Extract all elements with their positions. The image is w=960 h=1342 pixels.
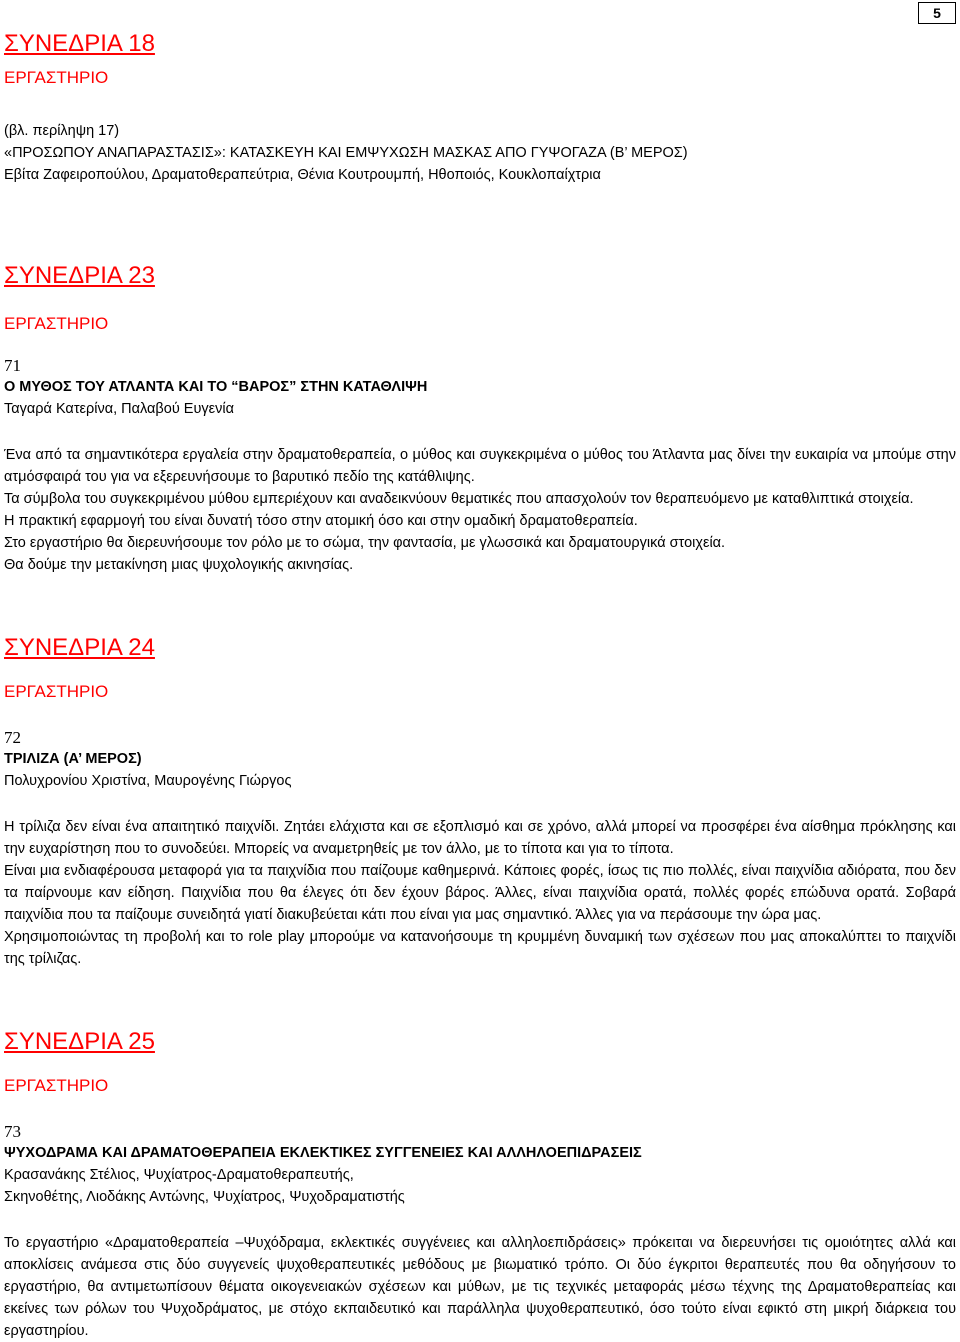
session-23-label: ΕΡΓΑΣΤΗΡΙΟ bbox=[4, 314, 109, 333]
session-24-title: ΣΥΝΕΔΡΙΑ 24 bbox=[4, 634, 155, 661]
session-25-authors-line-1: Κρασανάκης Στέλιος, Ψυχίατρος-Δραματοθεραπευτής, bbox=[4, 1167, 354, 1183]
session-24-label: ΕΡΓΑΣΤΗΡΙΟ bbox=[4, 682, 109, 701]
session-18-title: ΣΥΝΕΔΡΙΑ 18 bbox=[4, 30, 155, 57]
session-24-heading: ΤΡΙΛΙΖΑ (Α’ ΜΕΡΟΣ) bbox=[4, 751, 142, 767]
paragraph: Ένα από τα σημαντικότερα εργαλεία στην δραματοθεραπεία, ο μύθος και συγκεκριμένα ο μύθος του Άτλαντα μας δίνει την ευκαιρία να μπούμε στην ατμόσφαιρά του για να εξερευνήσουμε το βαρυτικό πεδίο της κατάθλιψης. bbox=[4, 447, 956, 485]
session-23-authors: Ταγαρά Κατερίνα, Παλαβού Ευγενία bbox=[4, 401, 234, 417]
session-25-heading: ΨΥΧΟΔΡΑΜΑ ΚΑΙ ΔΡΑΜΑΤΟΘΕΡΑΠΕΙΑ ΕΚΛΕΚΤΙΚΕΣ ΣΥΓΓΕΝΕΙΕΣ ΚΑΙ ΑΛΛΗΛΟΕΠΙΔΡΑΣΕΙΣ bbox=[4, 1145, 642, 1161]
abstract-number: 72 bbox=[4, 728, 21, 747]
abstract-number: 73 bbox=[4, 1122, 21, 1141]
session-18-reference: (βλ. περίληψη 17) bbox=[4, 123, 120, 139]
session-23-body bbox=[4, 444, 956, 576]
abstract-number: 71 bbox=[4, 356, 21, 375]
session-25 bbox=[4, 1028, 956, 1096]
paragraph: Είναι μια ενδιαφέρουσα μεταφορά για τα παιχνίδια που παίζουμε καθημερινά. Κάποιες φορές, ίσως τις πιο πολλές, είναι παιχνίδια αδιόρατα, που δεν τα παίρνουμε καν είδηση. Παιχνίδια που θα έλεγες ότι δεν έχουν βάρος. Άλλες, είναι παιχνίδια ορατά, πολλές φορές επώδυνα ορατά. Σοβαρά παιχνίδια που τα παίζουμε συνειδητά γιατί διακυβεύεται κάτι που είναι για μας σημαντικό. Άλλες για να περάσουμε την ώρα μας. bbox=[4, 863, 956, 923]
paragraph: Τα σύμβολα του συγκεκριμένου μύθου εμπεριέχουν και αναδεικνύουν θεματικές που απασχολούν τον θεραπευόμενο με καταθλιπτικά στοιχεία. bbox=[4, 491, 914, 507]
session-18 bbox=[4, 30, 956, 88]
paragraph: Το εργαστήριο «Δραματοθεραπεία –Ψυχόδραμα, εκλεκτικές συγγένειες και αλληλοεπιδράσεις» πρόκειται να διερευνήσει τις ομοιότητες αλλά και αποκλίσεις ανάμεσα στις δύο συγγενείς ψυχοθεραπευτικές μεθόδους με βιωματικό τρόπο. Οι δύο έγκριτοι θεραπευτές που θα οδηγήσουν το εργαστήριο, θα αντιμετωπίσουν θέματα οικογενειακών σχέσεων και μύθων, με τις τεχνικές μεταφοράς μέσω τέχνης της Δραματοθεραπείας και εκείνες των ρόλων του Ψυχοδράματος, με στόχο εκπαιδευτικό και παράλληλα ψυχοθεραπευτικό, όσο τούτο είναι εφικτό στη μικρή διάρκεια του εργαστηρίου. bbox=[4, 1235, 956, 1339]
session-24 bbox=[4, 634, 956, 702]
session-25-title: ΣΥΝΕΔΡΙΑ 25 bbox=[4, 1028, 155, 1055]
paragraph: Η πρακτική εφαρμογή του είναι δυνατή τόσο στην ατομική όσο και στην ομαδική δραματοθεραπεία. bbox=[4, 513, 638, 529]
session-18-heading: «ΠΡΟΣΩΠΟΥ ΑΝΑΠΑΡΑΣΤΑΣΙΣ»: ΚΑΤΑΣΚΕΥΗ ΚΑΙ ΕΜΨΥΧΩΣΗ ΜΑΣΚΑΣ ΑΠΟ ΓΥΨΟΓΑΖΑ (Β’ ΜΕΡΟΣ) bbox=[4, 145, 688, 161]
session-25-entry bbox=[4, 1122, 956, 1208]
session-18-authors: Εβίτα Ζαφειροπούλου, Δραματοθεραπεύτρια, Θένια Κουτρουμπή, Ηθοποιός, Κουκλοπαίχτρια bbox=[4, 167, 601, 183]
session-24-authors: Πολυχρονίου Χριστίνα, Μαυρογένης Γιώργος bbox=[4, 773, 292, 789]
session-18-entry bbox=[4, 120, 956, 186]
session-25-authors-line-2: Σκηνοθέτης, Λιοδάκης Αντώνης, Ψυχίατρος, Ψυχοδραματιστής bbox=[4, 1189, 405, 1205]
paragraph: Χρησιμοποιώντας τη προβολή και το role play μπορούμε να κατανοήσουμε τη κρυμμένη δυναμική των σχέσεων που μας αποκαλύπτει το παιχνίδι της τρίλιζας. bbox=[4, 929, 956, 967]
paragraph: Θα δούμε την μετακίνηση μιας ψυχολογικής ακινησίας. bbox=[4, 557, 354, 573]
session-25-label: ΕΡΓΑΣΤΗΡΙΟ bbox=[4, 1076, 109, 1095]
paragraph: Στο εργαστήριο θα διερευνήσουμε τον ρόλο με το σώμα, την φαντασία, με γλωσσικά και δραματουργικά στοιχεία. bbox=[4, 535, 726, 551]
session-23-title: ΣΥΝΕΔΡΙΑ 23 bbox=[4, 262, 155, 289]
page-number: 5 bbox=[918, 2, 956, 24]
session-24-body bbox=[4, 816, 956, 970]
session-23-entry bbox=[4, 356, 956, 420]
session-18-label: ΕΡΓΑΣΤΗΡΙΟ bbox=[4, 68, 109, 87]
session-25-body bbox=[4, 1232, 956, 1342]
paragraph: Η τρίλιζα δεν είναι ένα απαιτητικό παιχνίδι. Ζητάει ελάχιστα και σε εξοπλισμό και σε χρόνο, αλλά μπορεί να προσφέρει ένα αίσθημα πρόκλησης και την ευχαρίστηση που το συνοδεύει. Μπορείς να αναμετρηθείς με τον άλλο, με το τίποτα και για το τίποτα. bbox=[4, 819, 956, 857]
session-23 bbox=[4, 262, 956, 334]
session-24-entry bbox=[4, 728, 956, 792]
session-23-heading: Ο ΜΥΘΟΣ ΤΟΥ ΑΤΛΑΝΤΑ ΚΑΙ ΤΟ “ΒΑΡΟΣ” ΣΤΗΝ ΚΑΤΑΘΛΙΨΗ bbox=[4, 379, 428, 395]
